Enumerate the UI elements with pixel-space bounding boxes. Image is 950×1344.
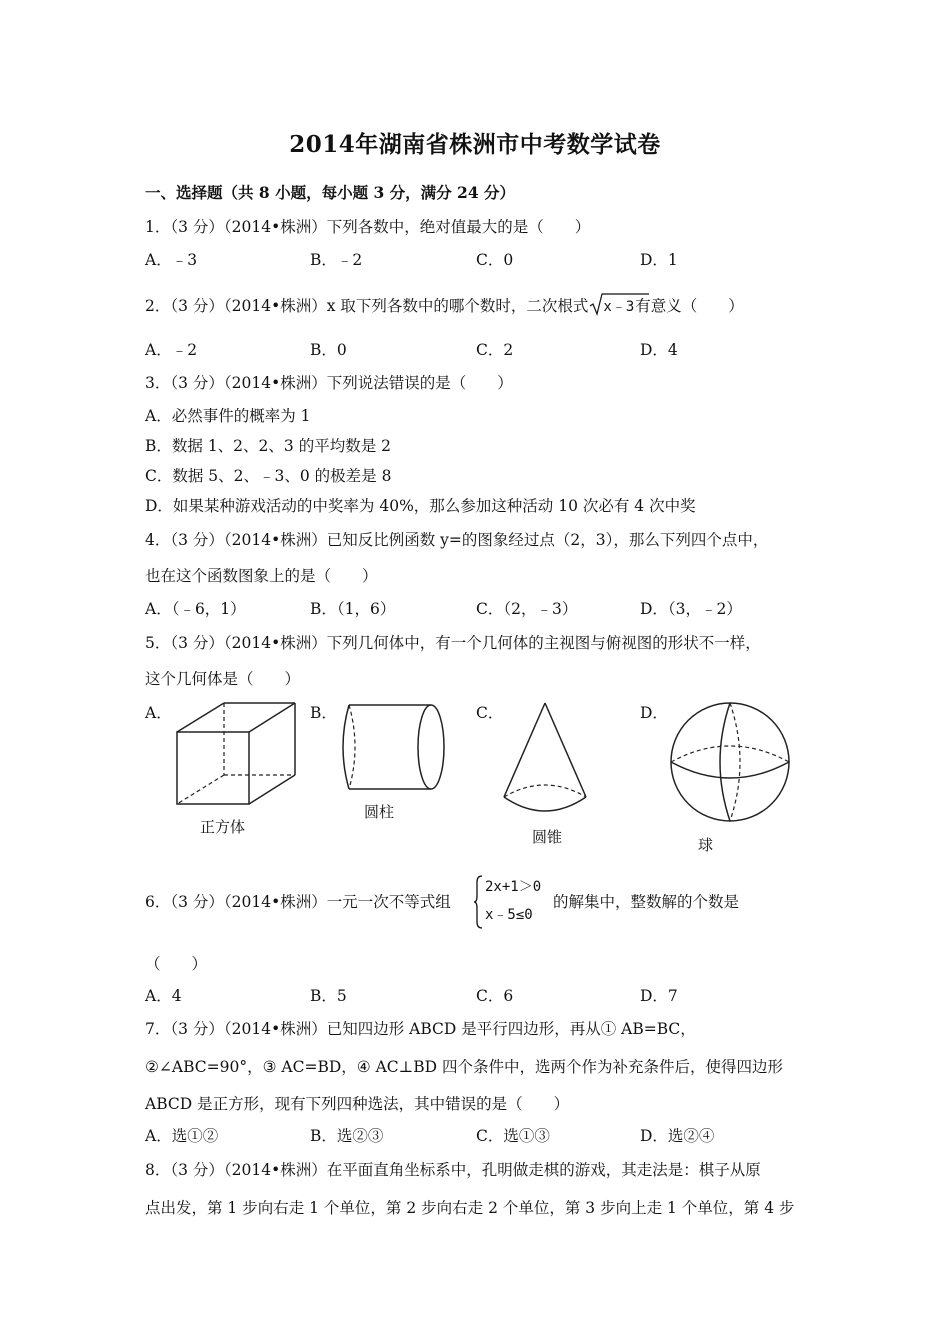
q7-option-d: D．选②④	[640, 1127, 715, 1145]
q6-stem-after: 的解集中，整数解的个数是	[553, 893, 740, 911]
q6-option-c: C．6	[476, 987, 514, 1005]
q3-option-a: A．必然事件的概率为 1	[145, 407, 311, 425]
q3-option-c: C．数据 5、2、﹣3、0 的极差是 8	[145, 467, 392, 485]
question-4-stem-line1: 4．（3 分）（2014•株洲）已知反比例函数 y=的图象经过点（2，3），那么下列四个点中，	[145, 531, 769, 549]
q5-option-b-letter: B．	[310, 704, 337, 722]
question-7-stem-line2: ②∠ABC=90°，③ AC=BD，④ AC⊥BD 四个条件中，选两个作为补充条件后，使得四边形	[145, 1058, 783, 1076]
q4-option-a: A．（﹣6，1）	[145, 600, 246, 618]
q2-option-d: D．4	[640, 341, 678, 359]
q2-option-a: A．﹣2	[145, 341, 198, 359]
cylinder-figure	[336, 700, 451, 795]
q2-stem-before: 2．（3 分）（2014•株洲）x 取下列各数中的哪个数时，二次根式	[145, 297, 589, 315]
q1-option-d: D．1	[640, 251, 678, 269]
cube-figure	[172, 700, 302, 810]
left-brace-icon	[473, 874, 483, 930]
question-8-stem-line1: 8．（3 分）（2014•株洲）在平面直角坐标系中，孔明做走棋的游戏，其走法是：棋子从原	[145, 1161, 761, 1179]
question-5-stem-line1: 5．（3 分）（2014•株洲）下列几何体中，有一个几何体的主视图与俯视图的形状不一样，	[145, 634, 761, 652]
q7-option-c: C．选①③	[476, 1127, 550, 1145]
q6-option-b: B．5	[310, 987, 347, 1005]
sphere-figure	[668, 700, 794, 826]
question-1-stem: 1．（3 分）（2014•株洲）下列各数中，绝对值最大的是（ ）	[145, 218, 591, 236]
page-title: 2014年湖南省株洲市中考数学试卷	[289, 131, 661, 158]
question-6-stem-line2: （ ）	[145, 955, 208, 973]
q6-option-a: A．4	[145, 987, 182, 1005]
question-4-stem-line2: 也在这个函数图象上的是（ ）	[145, 567, 378, 585]
q2-option-c: C．2	[476, 341, 514, 359]
question-7-stem-line1: 7．（3 分）（2014•株洲）已知四边形 ABCD 是平行四边形，再从① AB=BC，	[145, 1020, 696, 1038]
q3-option-d: D．如果某种游戏活动的中奖率为 40%，那么参加这种活动 10 次必有 4 次中奖	[145, 497, 696, 515]
inequality-system	[473, 874, 563, 930]
q5-option-a-letter: A．	[145, 704, 172, 722]
sphere-label: 球	[698, 836, 714, 854]
section-heading: 一、选择题（共 8 小题，每小题 3 分，满分 24 分）	[145, 183, 516, 202]
question-6-stem	[145, 892, 451, 912]
q2-option-b: B．0	[310, 341, 347, 359]
q3-option-b: B．数据 1、2、2、3 的平均数是 2	[145, 437, 391, 455]
question-2-stem	[145, 296, 744, 317]
q2-radicand: x﹣3	[603, 299, 635, 315]
question-8-stem-line2: 点出发，第 1 步向右走 1 个单位，第 2 步向右走 2 个单位，第 3 步向上走 1 个单位，第 4 步	[145, 1199, 795, 1217]
q1-option-c: C．0	[476, 251, 514, 269]
q6-stem-before: 6．（3 分）（2014•株洲）一元一次不等式组	[145, 893, 451, 911]
q5-option-c-letter: C．	[476, 704, 504, 722]
q4-option-d: D．（3，﹣2）	[640, 600, 742, 618]
question-3-stem: 3．（3 分）（2014•株洲）下列说法错误的是（ ）	[145, 374, 513, 392]
q2-stem-after: 有意义（ ）	[635, 297, 744, 315]
inequality-1: 2x+1＞0	[485, 879, 542, 895]
cylinder-label: 圆柱	[364, 803, 395, 821]
cone-label: 圆锥	[532, 828, 563, 846]
q4-option-b: B．（1，6）	[310, 600, 396, 618]
q7-option-a: A．选①②	[145, 1127, 219, 1145]
q7-option-b: B．选②③	[310, 1127, 384, 1145]
q1-option-b: B．﹣2	[310, 251, 363, 269]
q5-option-d-letter: D．	[640, 704, 668, 722]
q1-option-a: A．﹣3	[145, 251, 198, 269]
cone-figure	[500, 700, 592, 818]
q4-option-c: C．（2，﹣3）	[476, 600, 578, 618]
square-root-expression	[589, 296, 634, 317]
q6-option-d: D．7	[640, 987, 678, 1005]
question-7-stem-line3: ABCD 是正方形，现有下列四种选法，其中错误的是（ ）	[145, 1095, 570, 1113]
cube-label: 正方体	[200, 818, 246, 836]
question-5-stem-line2: 这个几何体是（ ）	[145, 670, 301, 688]
radical-sign-icon	[589, 292, 649, 318]
inequality-2: x﹣5≤0	[485, 907, 533, 923]
